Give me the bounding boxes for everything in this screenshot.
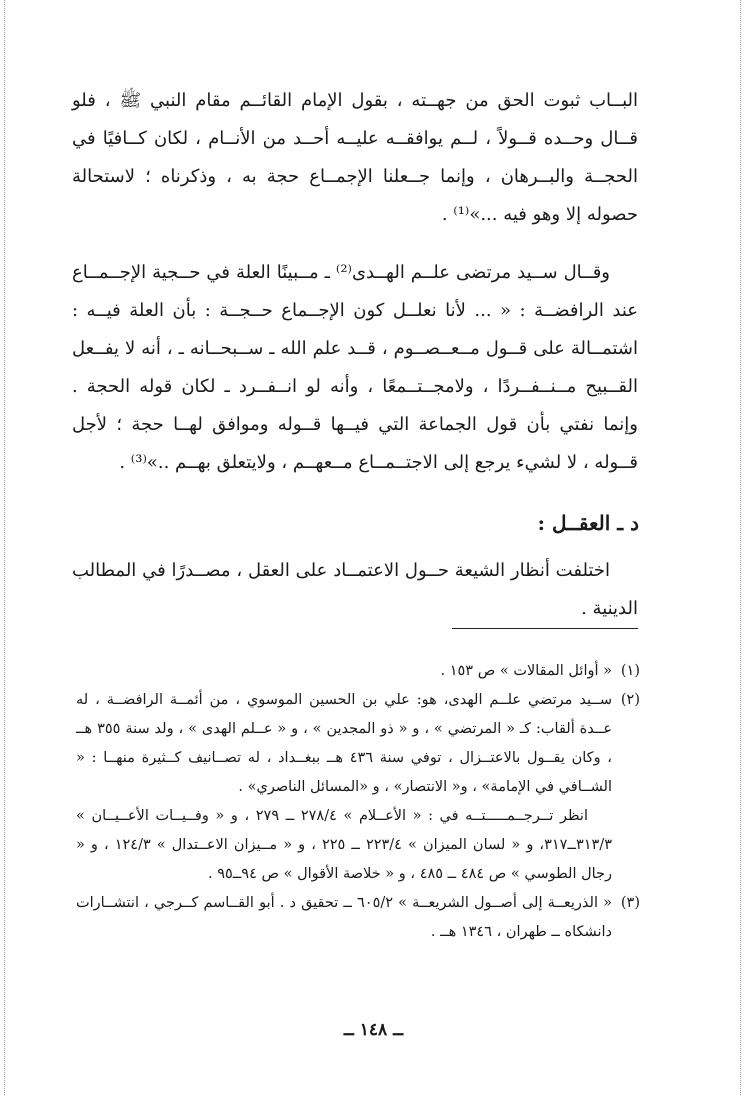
paragraph-text: البــاب ثبوت الحق من جهــته ، بقول الإمام القائــم مقام النبي ﷺ ، فلو قــال وحــده قــولاً ، لــم يوافقــه عليــه أحــد من الأنــام ، لكان كــافيًا في الحجــة والبــرهان ، وإنما جــعلنا الإجمــاع حجة به ، وذكرناه ؛ لاستحالة حصوله إلا وهو فيه ...»⁽¹⁾ . — [72, 90, 638, 225]
footnote-text: ســيد مرتضي علــم الهدى، هو: علي بن الحسين الموسوي ، من أئمــة الرافضــة ، له عــدة ألقاب: كـ « المرتضي » ، و « ذو المجدين » ، و « عــلم الهدى » ، ولد سنة ٣٥٥ هــ ، وكان يقــول بالاعتــزال ، توفي سنة ٤٣٦ هــ ببغــداد ، له تصــانيف كــثيرة منهــا : « الشــافي في الإمامة» ، و« الانتصار» ، و «المسائل الناصري» . — [76, 692, 612, 795]
footnote-1 — [76, 657, 640, 686]
page-number: ــ ١٤٨ ــ — [343, 1020, 404, 1040]
body-paragraph-3: اختلفت أنظار الشيعة حــول الاعتمــاد على العقل ، مصــدرًا في المطالب الدينية . — [72, 560, 638, 619]
left-margin-rule — [4, 0, 5, 1095]
body-paragraph-2 — [72, 254, 638, 482]
footnote-3 — [76, 889, 640, 947]
footnote-number: (٢) — [620, 692, 640, 708]
footnote-text: « الذريعــة إلى أصــول الشريعــة » ٦٠٥/٢ ــ تحقيق د . أبو القــاسم كــرجي ، انتشــارات دانشكاه ــ طهران ، ١٣٤٦ هــ . — [76, 895, 612, 940]
footnote-separator — [452, 628, 638, 629]
footnote-continuation: انظر تــرجــمـــــتــه في : « الأعــلام » ٢٧٨/٤ ــ ٢٧٩ ، و « وفــيــات الأعــيــان » ٣١٣/٣ــ٣١٧، و « لسان الميزان » ٢٢٣/٤ ــ ٢٢٥ ، و « مــيزان الاعــتدال » ١٢٤/٣ ، و « رجال الطوسي » ص ٤٨٤ ــ ٤٨٥ ، و « خلاصة الأقوال » ص ٩٤ــ٩٥ . — [76, 808, 612, 882]
footnote-2 — [76, 686, 640, 889]
body-paragraph-1 — [72, 82, 638, 234]
footnote-number: (٣) — [620, 895, 640, 911]
footnote-text: « أوائل المقالات » ص ١٥٣ . — [440, 663, 612, 679]
footnotes — [76, 657, 640, 947]
section-heading: د ـ العقــل : — [537, 511, 639, 535]
paragraph-text: وقــال ســيد مرتضى علــم الهــدى⁽²⁾ ـ مــبينًا العلة في حــجية الإجــمــاع عند الرافضــة : « ... لأنا نعلــل كون الإجــماع حــجــة : بأن العلة فيــه : اشتمــالة على قــول مــعــصــوم ، قــد علم الله ـ ســبحــانه ـ ، أنه لا يفــعل القــبيح مــنــفــردًا ، ولامجــتــمعًا ، وأنه لو انــفــرد ـ لكان قوله الحجة . وإنما نفتي بأن قول الجماعة التي فيــها قــوله وموافق لهــا حجة ؛ لأجل قــوله ، لا لشيء يرجع إلى الاجتــمــاع مــعهــم ، ولايتعلق بهــم ..»⁽³⁾ . — [72, 262, 638, 473]
right-margin-rule — [740, 0, 741, 1095]
footnote-number: (١) — [620, 663, 640, 679]
